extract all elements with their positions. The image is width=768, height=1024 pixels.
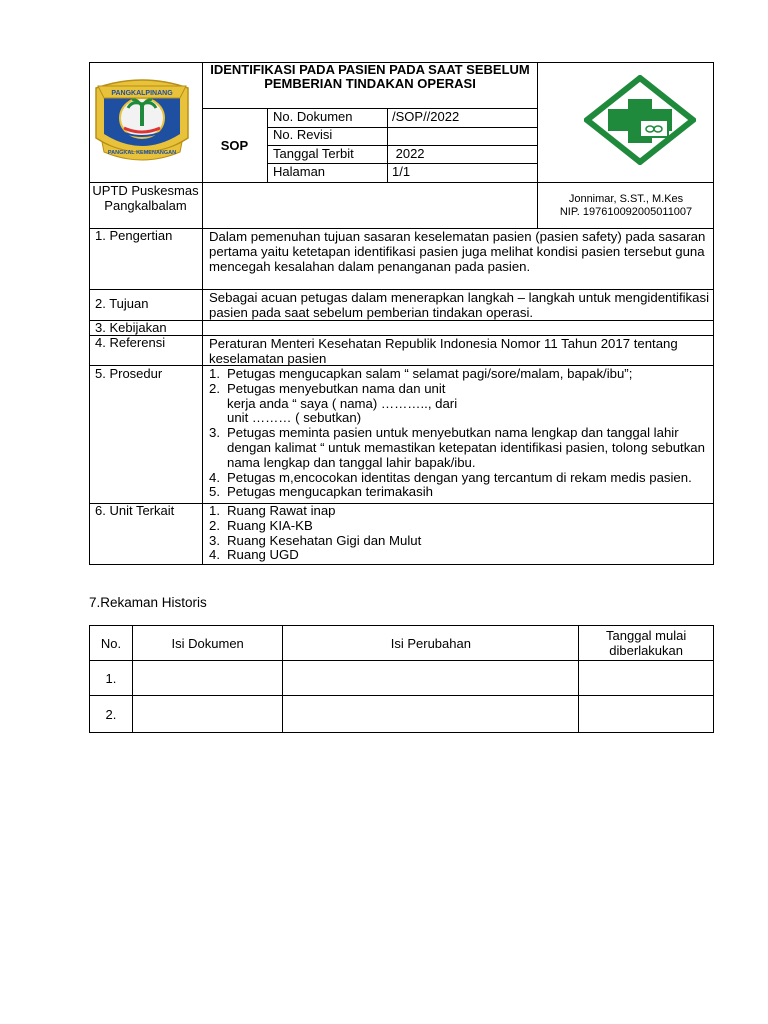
list-item-number: 3. (209, 532, 220, 548)
list-item-number: 2. (209, 517, 220, 533)
table-cell (579, 696, 714, 733)
list-item (209, 382, 709, 426)
emblem-top-text: PANGKALPINANG (111, 90, 173, 97)
prosedur-list (209, 367, 709, 500)
list-item-text: Petugas menyebutkan nama dan unit kerja anda “ saya ( nama) ……….., dari unit ……… ( sebutkan) (227, 380, 458, 426)
list-item (209, 548, 709, 563)
table-cell (283, 661, 579, 696)
list-item-number: 4. (209, 469, 220, 485)
sop-label: SOP (220, 138, 249, 153)
list-item-number: 5. (209, 484, 220, 500)
table-cell (579, 661, 714, 696)
history-title: 7.Rekaman Historis (89, 595, 207, 610)
table-row (90, 696, 714, 733)
list-item (209, 367, 709, 382)
list-item-text: Petugas mengucapkan salam “ selamat pagi/sore/malam, bapak/ibu”; (227, 366, 633, 381)
list-item (209, 519, 709, 534)
list-item (209, 504, 709, 519)
section-text-pengertian: Dalam pemenuhan tujuan sasaran keselematan pasien (pasien safety) pada sasaran pertama yaitu ketetapan identifikasi pasien juga melihat kondisi pasien tersebut guna mencegah kesalahan dalam penanganan pada pasien. (209, 229, 706, 274)
list-item-number: 3. (209, 425, 220, 441)
column-header: Isi Dokumen (132, 626, 283, 661)
section-text-tujuan: Sebagai acuan petugas dalam menerapkan langkah – langkah untuk mengidentifikasi pasien pada saat sebelum pemberian tindakan operasi. (209, 290, 710, 320)
table-cell: 1. (90, 661, 133, 696)
city-emblem-logo (92, 78, 192, 162)
list-item-text: Petugas mengucapkan terimakasih (227, 484, 433, 500)
list-item-text: Petugas m,encocokan identitas dengan yang tercantum di rekam medis pasien. (227, 469, 692, 485)
list-item-number: 1. (209, 366, 220, 381)
unit-name: UPTD Puskesmas Pangkalbalam (92, 183, 199, 213)
list-item-text: Ruang Rawat inap (227, 503, 336, 518)
puskesmas-logo (584, 75, 696, 165)
doc-field-label: No. Dokumen (273, 109, 353, 124)
list-item-text: Ruang UGD (227, 547, 299, 563)
list-item-text: Petugas meminta pasien untuk menyebutkan nama lengkap dan tanggal lahir dengan kalimat “ untuk memastikan ketepatan identifikasi pasien, tolong sebutkan nama lengkap dan tanggal lahir bapak/ibu. (227, 425, 705, 470)
section-label-pengertian: 1. Pengertian (95, 228, 173, 243)
table-cell (283, 696, 579, 733)
list-item (209, 534, 709, 549)
signer-nip: NIP. 197610092005011007 (559, 206, 693, 218)
doc-field-label: Halaman (273, 164, 326, 179)
section-text-referensi: Peraturan Menteri Kesehatan Republik Indonesia Nomor 11 Tahun 2017 tentang keselamatan pasien (209, 336, 678, 366)
column-header: Isi Perubahan (283, 626, 579, 661)
table-header-row (90, 626, 714, 661)
doc-field-value: 2022 (392, 146, 425, 161)
doc-field-value: 1/1 (392, 164, 411, 179)
list-item-text: Ruang KIA-KB (227, 517, 313, 533)
section-label-tujuan: 2. Tujuan (95, 296, 149, 311)
header-divider (202, 108, 538, 109)
list-item-number: 2. (209, 380, 220, 396)
doc-field-value: /SOP//2022 (392, 109, 460, 124)
sections-divider (202, 228, 203, 565)
history-table (89, 625, 714, 733)
section-label-prosedur: 5. Prosedur (95, 366, 163, 381)
doc-field-label: Tanggal Terbit (273, 146, 354, 161)
column-header: Tanggal mulai diberlakukan (579, 626, 714, 661)
table-cell: 2. (90, 696, 133, 733)
list-item (209, 471, 709, 486)
section-label-unit-terkait: 6. Unit Terkait (95, 503, 175, 518)
table-row (90, 661, 714, 696)
section-label-kebijakan: 3. Kebijakan (95, 320, 167, 335)
list-item (209, 485, 709, 500)
table-cell (132, 661, 283, 696)
column-header: No. (90, 626, 133, 661)
table-cell (132, 696, 283, 733)
signer-name: Jonnimar, S.ST., M.Kes (568, 193, 684, 205)
document-title: IDENTIFIKASI PADA PASIEN PADA SAAT SEBELUM PEMBERIAN TINDAKAN OPERASI (210, 62, 530, 91)
list-item-number: 4. (209, 547, 220, 563)
emblem-bottom-text: PANGKAL KEMENANGAN (107, 150, 177, 156)
list-item-number: 1. (209, 503, 220, 518)
row-divider (89, 320, 714, 321)
unit-terkait-list (209, 504, 709, 563)
list-item-text: Ruang Kesehatan Gigi dan Mulut (227, 532, 422, 548)
doc-field-label: No. Revisi (273, 127, 333, 142)
section-label-referensi: 4. Referensi (95, 335, 166, 350)
list-item (209, 426, 709, 470)
